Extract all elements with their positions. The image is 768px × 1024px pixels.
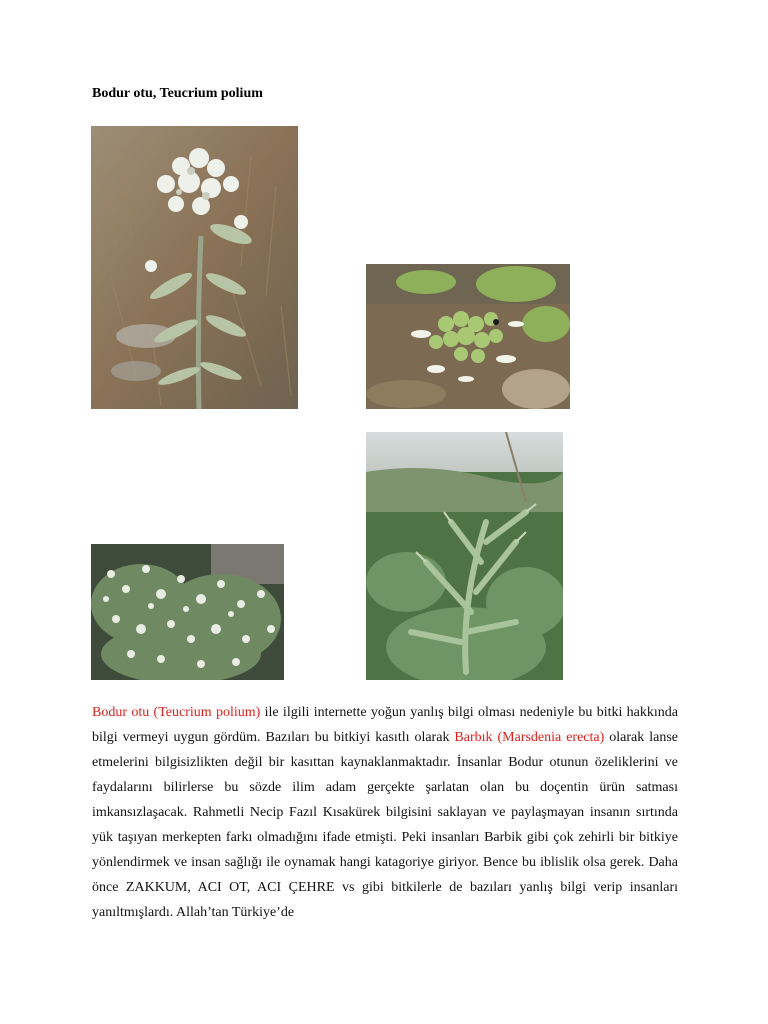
leafy-plant-photo [366, 432, 563, 680]
highlight-term: Barbık (Marsdenia erecta) [454, 730, 605, 745]
highlight-term: Bodur otu (Teucrium polium) [92, 705, 261, 720]
paragraph-text: ile ilgili internette yoğun yanlış bilgi olması nedeniyle bu bitki hakkında bilgi vermeyi uygun gördüm. Bazıları bu bitkiyi kasıtlı olarak [92, 705, 678, 745]
paragraph-text: olarak lanse etmelerini bilgisizlikten değil bir kasıttan kaynaklanmaktadır. İnsanlar Bodur otunun özeliklerini ve faydalarını bilirlerse bu sözde ilim adam gerçekte şarlatan olan bu doçentin ürün satması imkansızlaşacak. Rahmetli Necip Fazıl Kısakürek bilgisini saklayan ve paylaşmayan insanın sırtında yük taşıyan merkepten farkı olmadığını ifade etmişti. Peki insanları Barbik gibi çok zehirli bir bitkiye yönlendirmek ve insan sağlığı ile oynamak hangi katagoriye giriyor. Bence bu iblislik olsa gerek. Daha önce ZAKKUM, ACI OT, ACI ÇEHRE vs gibi bitkilerle de bazıları yanlış bilgi verip insanları yanıltmışlardı. Allah’tan Türkiye’de [92, 730, 678, 920]
shrub-photo [91, 544, 284, 680]
flowering-plant-stem-photo [91, 126, 298, 409]
page-title: Bodur otu, Teucrium polium [92, 86, 263, 101]
plant-closeup-photo [366, 264, 570, 409]
body-paragraph [92, 700, 678, 925]
